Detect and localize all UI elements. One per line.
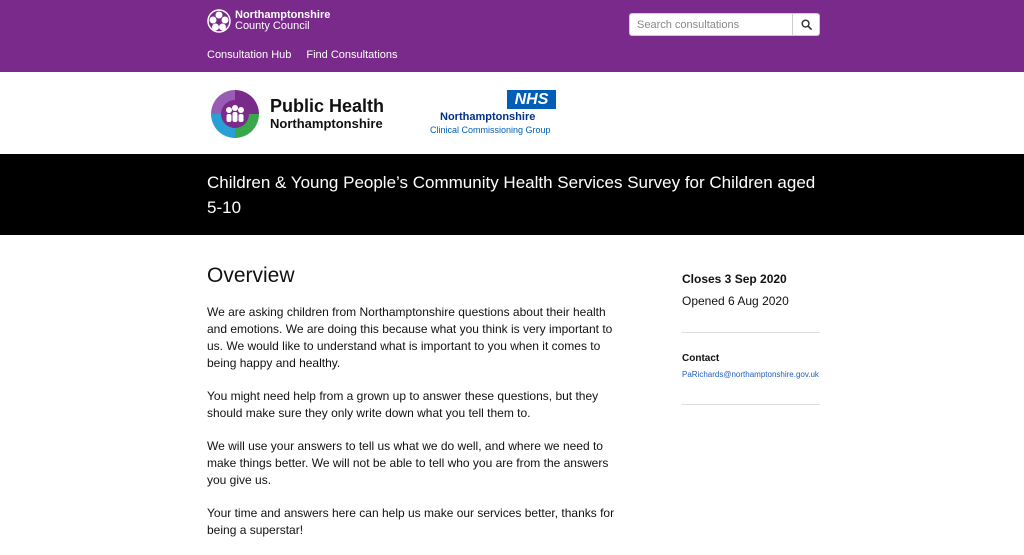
overview-paragraph: We will use your answers to tell us what we do well, and where we need to make things better. We will not be able to tell who you are from the answers you give us. <box>207 439 609 487</box>
search-icon <box>801 19 812 30</box>
page-title: Children & Young People’s Community Health Services Survey for Children aged 5-10 <box>207 173 816 217</box>
nhs-line2: Clinical Commissioning Group <box>430 125 551 135</box>
search-button[interactable] <box>793 13 820 36</box>
ph-line1: Public Health <box>270 96 385 116</box>
overview-section <box>207 264 627 555</box>
main-nav <box>207 49 413 61</box>
sidebar <box>682 272 820 425</box>
overview-paragraph: Your time and answers here can help us make our services better, thanks for being a superstar! <box>207 506 615 537</box>
nav-consultation-hub[interactable]: Consultation Hub <box>207 49 292 61</box>
rose-logo-icon <box>207 9 231 33</box>
contact-heading: Contact <box>682 353 720 364</box>
nav-find-consultations[interactable]: Find Consultations <box>306 49 398 61</box>
divider <box>682 332 820 333</box>
divider <box>682 404 820 405</box>
opened-date: Opened 6 Aug 2020 <box>682 294 789 308</box>
ph-line2: Northamptonshire <box>270 116 383 131</box>
council-logo[interactable] <box>207 9 330 33</box>
closes-date: Closes 3 Sep 2020 <box>682 272 787 286</box>
org-sub: County Council <box>235 20 310 32</box>
nhs-line1: Northamptonshire <box>440 111 536 123</box>
contact-email-link[interactable]: PaRichards@northamptonshire.gov.uk <box>682 370 819 379</box>
overview-paragraph: We are asking children from Northamptonshire questions about their health and emotions. We are doing this because what you think is very important to us. We would like to understand what is important to you when it comes to being happy and healthy. <box>207 305 613 370</box>
overview-heading: Overview <box>207 264 295 287</box>
org-name: Northamptonshire <box>235 9 331 21</box>
public-health-icon <box>208 87 262 141</box>
overview-paragraph: You might need help from a grown up to answer these questions, but they should make sure they only write down what you tell them to. <box>207 389 599 420</box>
title-banner <box>0 154 1024 235</box>
search-input[interactable] <box>629 13 793 36</box>
header-bar <box>0 0 1024 72</box>
public-health-logo <box>208 87 384 141</box>
nhs-badge: NHS <box>507 90 556 109</box>
search-form <box>629 13 820 36</box>
